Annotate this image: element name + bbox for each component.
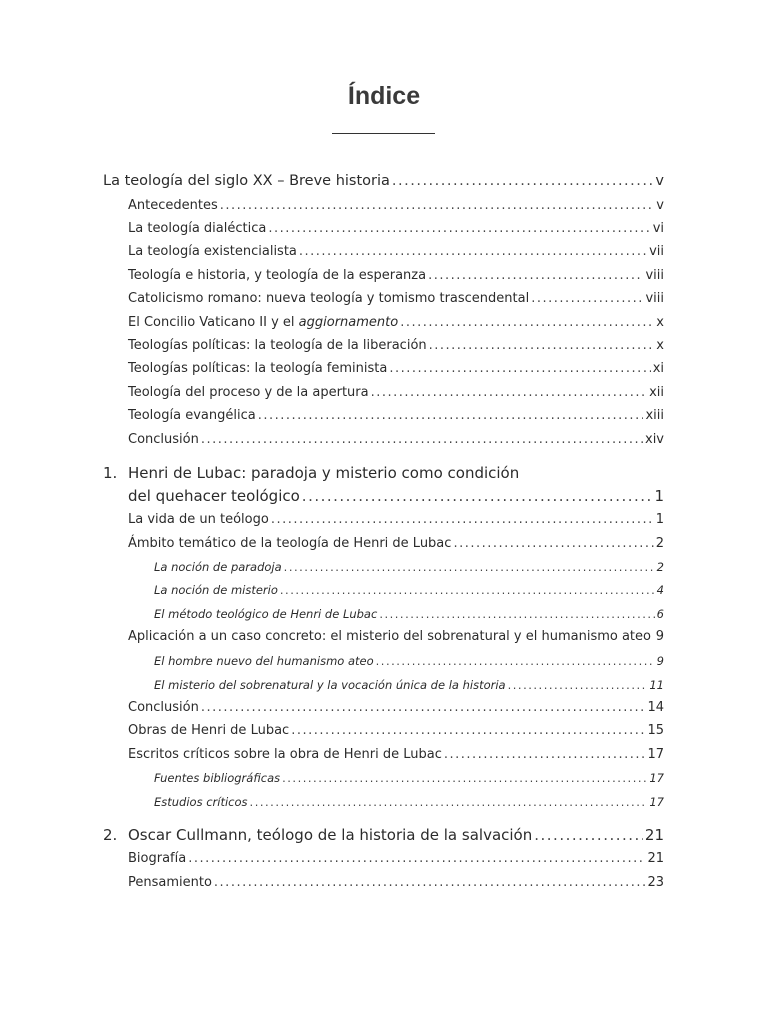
toc-entry-page: viii: [645, 268, 664, 283]
toc-subentry[interactable]: [154, 560, 664, 574]
toc-entry-label: Escritos críticos sobre la obra de Henri de Lubac: [128, 747, 442, 762]
toc-entry[interactable]: [128, 315, 664, 330]
toc-entry-page: xi: [652, 361, 664, 376]
toc-entry-page: v: [655, 173, 664, 189]
toc-entry-page: v: [656, 198, 664, 213]
dot-leader: [508, 678, 648, 692]
toc-entry[interactable]: [128, 198, 664, 213]
toc-entry-label: La teología existencialista: [128, 244, 297, 259]
dot-leader: [201, 700, 646, 715]
toc-entry-label: La teología dialéctica: [128, 221, 267, 236]
dot-leader: [444, 747, 646, 762]
toc-entry-label: Pensamiento: [128, 875, 212, 890]
dot-leader: [392, 173, 654, 189]
toc-entry-page: vi: [652, 221, 664, 236]
toc-entry[interactable]: [128, 361, 664, 376]
toc-entry[interactable]: [128, 512, 664, 527]
dot-leader: [653, 629, 654, 644]
toc-entry-page: 9: [656, 654, 664, 668]
toc-subentry[interactable]: [154, 678, 664, 692]
toc-entry-label: Conclusión: [128, 700, 199, 715]
toc-entry-label: Teología e historia, y teología de la esperanza: [128, 268, 427, 283]
toc-entry-label-prefix: El Concilio Vaticano II y el: [128, 315, 299, 330]
toc-entry-page: 9: [655, 629, 664, 644]
dot-leader: [302, 487, 653, 505]
dot-leader: [379, 607, 654, 621]
toc-entry-label: El misterio del sobrenatural y la vocación única de la historia: [154, 678, 506, 692]
dot-leader: [531, 291, 643, 306]
dot-leader: [201, 432, 643, 447]
toc-entry-label: Teología evangélica: [128, 408, 256, 423]
toc-entry-page: 17: [649, 771, 664, 785]
toc-entry-page: vii: [649, 244, 664, 259]
chapter-number: 1.: [103, 464, 118, 482]
toc-entry-label: Teologías políticas: la teología de la liberación: [128, 338, 427, 353]
toc-entry[interactable]: [128, 875, 664, 890]
toc-entry[interactable]: [128, 291, 664, 306]
toc-entry-label: Conclusión: [128, 432, 199, 447]
toc-entry-page: 15: [647, 723, 664, 738]
toc-entry-label: Teologías políticas: la teología feminista: [128, 361, 388, 376]
toc-entry-intro[interactable]: [103, 173, 664, 189]
dot-leader: [271, 512, 654, 527]
toc-entry[interactable]: [128, 338, 664, 353]
toc-entry[interactable]: [128, 221, 664, 236]
toc-entry-page: 2: [655, 536, 664, 551]
dot-leader: [371, 385, 647, 400]
dot-leader: [258, 408, 644, 423]
toc-subentry[interactable]: [154, 607, 664, 621]
toc-entry-label: La noción de misterio: [154, 583, 278, 597]
dot-leader: [214, 875, 646, 890]
toc-subentry[interactable]: [154, 583, 664, 597]
toc-entry-label: La vida de un teólogo: [128, 512, 269, 527]
toc-entry-label: Ámbito temático de la teología de Henri de Lubac: [128, 536, 452, 551]
chapter-title-line1[interactable]: Henri de Lubac: paradoja y misterio como condición: [128, 464, 520, 482]
toc-entry-label: del quehacer teológico: [128, 487, 300, 505]
toc-entry-page: 6: [656, 607, 664, 621]
toc-entry-label: Obras de Henri de Lubac: [128, 723, 290, 738]
toc-entry-label: Fuentes bibliográficas: [154, 771, 281, 785]
toc-entry-page: xiii: [645, 408, 664, 423]
toc-entry-page: xiv: [645, 432, 664, 447]
dot-leader: [376, 654, 655, 668]
dot-leader: [389, 361, 650, 376]
toc-entry-page: 4: [656, 583, 664, 597]
toc-entry[interactable]: [128, 851, 664, 866]
toc-subentry[interactable]: [154, 654, 664, 668]
toc-entry-label: Oscar Cullmann, teólogo de la historia de la salvación: [128, 826, 533, 844]
toc-subentry[interactable]: [154, 771, 664, 785]
dot-leader: [400, 315, 654, 330]
toc-entry-label: Teología del proceso y de la apertura: [128, 385, 369, 400]
toc-subentry[interactable]: [154, 795, 664, 809]
toc-entry-chapter1[interactable]: [128, 487, 664, 505]
toc-entry-page: 21: [644, 826, 664, 844]
toc-entry[interactable]: [128, 723, 664, 738]
toc-entry-label: Catolicismo romano: nueva teología y tomismo trascendental: [128, 291, 530, 306]
toc-entry-page: 21: [647, 851, 664, 866]
dot-leader: [188, 851, 645, 866]
toc-entry-page: 1: [654, 487, 664, 505]
toc-entry-page: 11: [649, 678, 664, 692]
toc-entry-page: x: [656, 338, 664, 353]
dot-leader: [220, 198, 655, 213]
toc-entry-page: 14: [647, 700, 664, 715]
toc-entry-label: La teología del siglo XX – Breve historia: [103, 173, 390, 189]
toc-entry-label: Estudios críticos: [154, 795, 248, 809]
toc-entry[interactable]: [128, 747, 664, 762]
toc-entry[interactable]: [128, 536, 664, 551]
toc-entry-label: La noción de paradoja: [154, 560, 282, 574]
toc-entry-page: 1: [655, 512, 664, 527]
toc-entry-page: x: [656, 315, 664, 330]
toc-entry-label: El hombre nuevo del humanismo ateo: [154, 654, 374, 668]
dot-leader: [268, 221, 650, 236]
toc-entry[interactable]: [128, 408, 664, 423]
toc-entry-page: 17: [647, 747, 664, 762]
page-title: Índice: [347, 82, 421, 110]
toc-entry-label: El método teológico de Henri de Lubac: [154, 607, 378, 621]
toc-entry-label: Biografía: [128, 851, 187, 866]
toc-entry-chapter2[interactable]: [128, 826, 664, 844]
toc-entry-page: 23: [647, 875, 664, 890]
dot-leader: [291, 723, 645, 738]
toc-entry[interactable]: [128, 244, 664, 259]
dot-leader: [284, 560, 655, 574]
toc-entry[interactable]: [128, 385, 664, 400]
toc-entry-label: [128, 315, 398, 330]
dot-leader: [250, 795, 648, 809]
toc-entry-label: Antecedentes: [128, 198, 218, 213]
dot-leader: [280, 583, 655, 597]
toc-entry-label-italic: aggiornamento: [298, 315, 399, 330]
toc-entry-page: viii: [645, 291, 664, 306]
toc-entry[interactable]: [128, 700, 664, 715]
dot-leader: [282, 771, 647, 785]
dot-leader: [534, 826, 643, 844]
dot-leader: [429, 338, 655, 353]
toc-entry[interactable]: [128, 268, 664, 283]
toc-entry-page: xii: [649, 385, 664, 400]
toc-entry-page: 17: [649, 795, 664, 809]
toc-entry-label: Aplicación a un caso concreto: el misterio del sobrenatural y el humanismo ateo: [128, 629, 651, 644]
title-underline: [332, 133, 435, 134]
chapter-number: 2.: [103, 826, 118, 844]
dot-leader: [299, 244, 647, 259]
toc-entry-page: 2: [656, 560, 664, 574]
toc-entry[interactable]: [128, 432, 664, 447]
dot-leader: [453, 536, 653, 551]
dot-leader: [428, 268, 643, 283]
toc-entry[interactable]: [128, 629, 664, 644]
